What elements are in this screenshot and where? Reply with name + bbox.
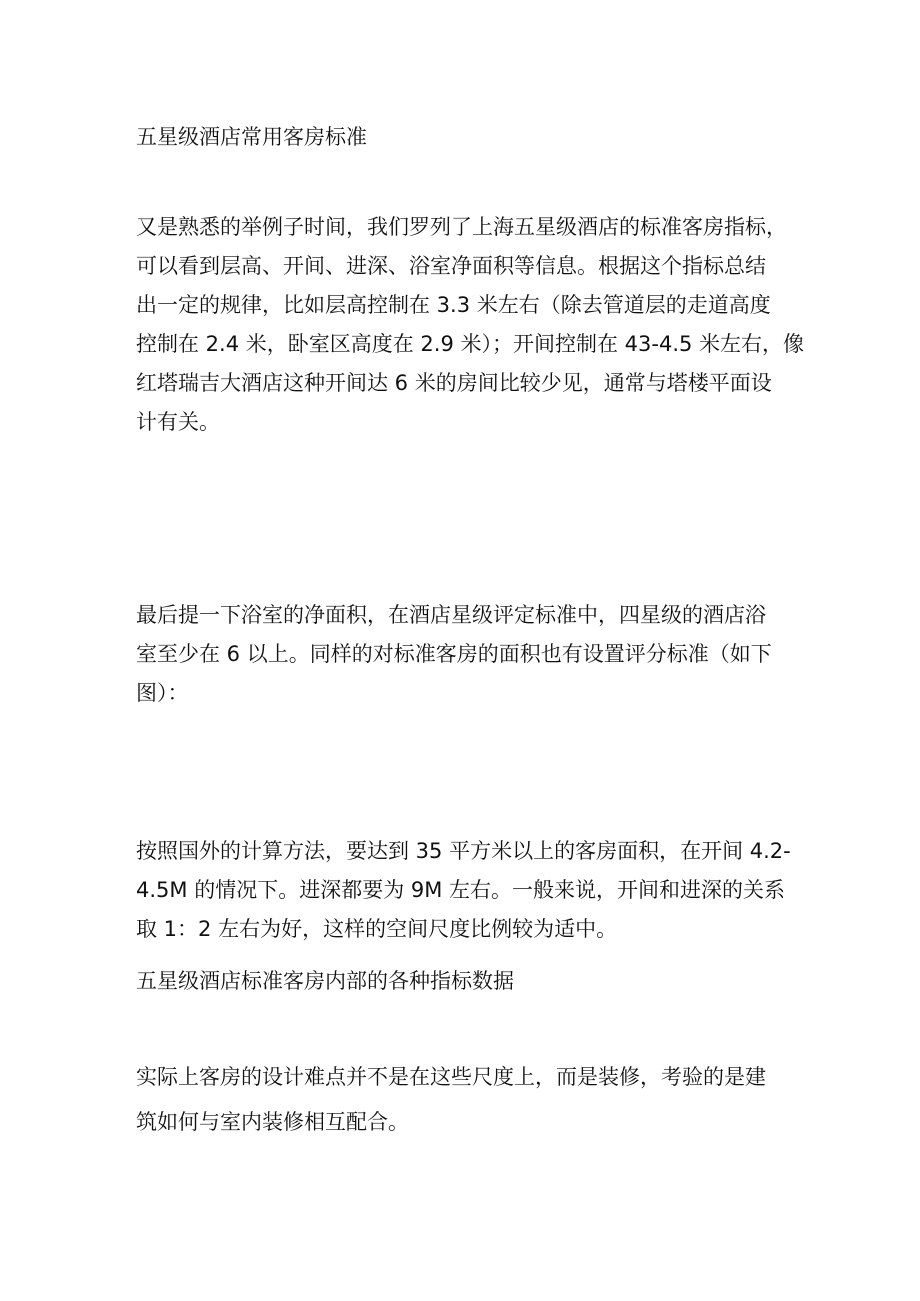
paragraph-design-difficulty — [136, 1055, 796, 1145]
text-line: 可以看到层高、开间、进深、浴室净面积等信息。根据这个指标总结 — [136, 254, 766, 278]
text-line: 出一定的规律，比如层高控制在 3.3 米左右（除去管道层的走道高度 — [136, 293, 771, 317]
paragraph-room-indicators — [136, 208, 805, 442]
text-line: 最后提一下浴室的净面积，在酒店星级评定标准中，四星级的酒店浴 — [136, 603, 766, 627]
text-line: 计有关。 — [136, 410, 220, 434]
text-line: 红塔瑞吉大酒店这种开间达 6 米的房间比较少见，通常与塔楼平面设 — [136, 371, 772, 395]
text-line: 控制在 2.4 米，卧室区高度在 2.9 米）；开间控制在 43-4.5 米左右，像 — [136, 332, 805, 356]
text-line: 图）： — [136, 681, 189, 705]
section-title-room-standards: 五星级酒店常用客房标准 — [136, 125, 367, 149]
text-line: 按照国外的计算方法，要达到 35 平方米以上的客房面积，在开间 4.2- — [136, 839, 791, 863]
text-line: 取 1：2 左右为好，这样的空间尺度比例较为适中。 — [136, 917, 618, 941]
paragraph-bathroom-area — [136, 596, 796, 713]
text-line: 4.5M 的情况下。进深都要为 9M 左右。一般来说，开间和进深的关系 — [136, 878, 786, 902]
text-line: 又是熟悉的举例子时间，我们罗列了上海五星级酒店的标准客房指标， — [136, 215, 787, 239]
text-line: 室至少在 6 以上。同样的对标准客房的面积也有设置评分标准（如下 — [136, 642, 772, 666]
paragraph-calculation-method — [136, 832, 796, 949]
text-line: 筑如何与室内装修相互配合。 — [136, 1110, 409, 1134]
section-title-indicator-data: 五星级酒店标准客房内部的各种指标数据 — [136, 969, 514, 993]
text-line: 实际上客房的设计难点并不是在这些尺度上，而是装修，考验的是建 — [136, 1065, 766, 1089]
